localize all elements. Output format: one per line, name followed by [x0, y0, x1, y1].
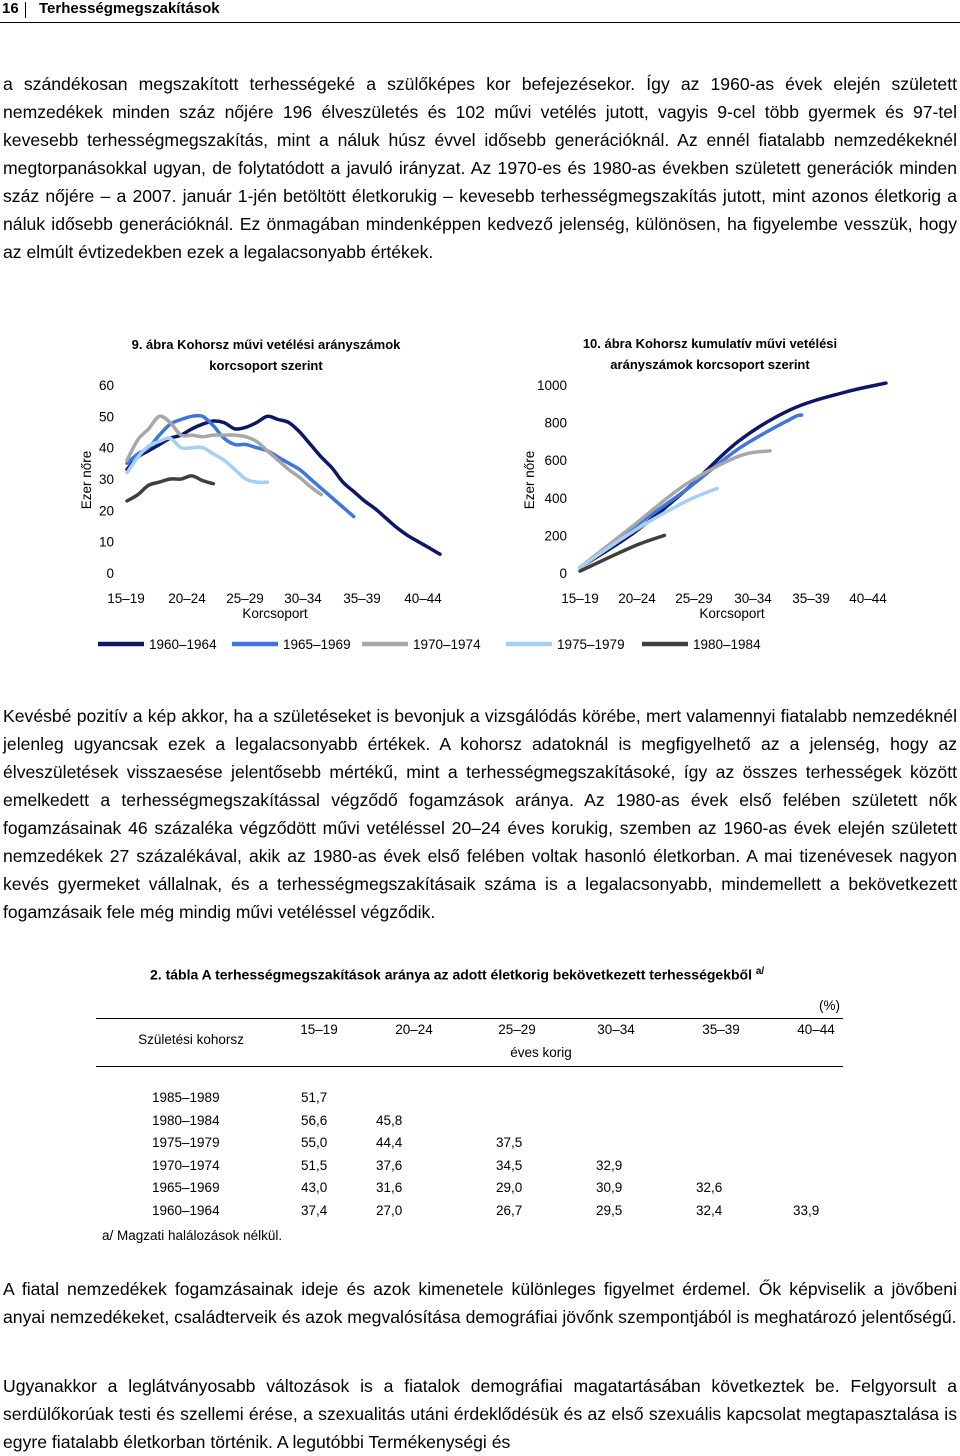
legend-item — [506, 637, 625, 652]
chart-10-x-tick-label: 25–29 — [675, 591, 713, 606]
chart-9-x-tick-label: 40–44 — [404, 591, 442, 606]
chart-9-series — [127, 416, 440, 555]
legend-label: 1980–1984 — [693, 637, 761, 652]
table-row-label: 1980–1984 — [152, 1112, 220, 1128]
legend-label: 1975–1979 — [557, 637, 625, 652]
chart-10-x-tick-label: 20–24 — [618, 591, 656, 606]
chart-9-x-tick-label: 25–29 — [226, 591, 264, 606]
page-number: 16 — [2, 0, 19, 17]
table-row-label: 1975–1979 — [152, 1135, 220, 1150]
chart-9-y-tick-label: 0 — [106, 566, 114, 581]
chart-9-x-tick-label: 30–34 — [284, 591, 322, 606]
table-title-text: 2. tábla A terhességmegszakítások aránya az adott életkorig bekövetkezett terhességekből — [150, 966, 752, 983]
chart-9-x-tick-label: 35–39 — [343, 591, 381, 606]
table-cell: 37,4 — [301, 1202, 328, 1218]
chart-10-y-tick-label: 0 — [559, 566, 567, 581]
table-col-header: 15–19 — [300, 1022, 338, 1037]
paragraph-1: a szándékosan megszakított terhességeké a szülőképes kor befejezésekor. Így az 1960-as évek elején született nemzedékek minden száz nőjére 196 élveszületés és 102 művi vetélés jutott, vagyis 9-cel több gyermek és 97-tel kevesebb terhességmegszakítás, mint a náluk húsz évvel idősebb generációknál. Az ennél fiatalabb nemzedékeknél megtorpanásokkal ugyan, de folytatódott a javuló irányzat. Az 1970-es és 1980-as években született generációk minden száz nőjére – a 2007. január 1-jén betöltött életkorukig – kevesebb terhességmegszakítás jutott, mint azonos életkorig a náluk idősebb generációknál. Ez önmagában mindenképpen kedvező jelenség, különösen, ha figyelembe vesszük, hogy az elmúlt évtizedekben ezek a legalacsonyabb értékek. — [3, 74, 957, 262]
chart-10-series — [580, 383, 886, 571]
table-cell: 32,9 — [596, 1157, 623, 1173]
chart-10-x-tick-label: 40–44 — [849, 591, 887, 606]
table-cell: 37,6 — [376, 1157, 403, 1173]
table-cell: 33,9 — [793, 1202, 820, 1218]
chart-9-series-line — [127, 476, 213, 501]
table-col-header: 25–29 — [498, 1022, 536, 1037]
chart-9-y-tick-label: 10 — [98, 534, 114, 550]
table-bottom-rule — [96, 1066, 843, 1067]
table-cell: 29,0 — [496, 1180, 523, 1195]
chart-9-xlabel: Korcsoport — [242, 606, 308, 621]
table-cell: 32,6 — [696, 1180, 723, 1195]
chart-9-ylabel: Ezer nőre — [79, 450, 94, 510]
chart-9-y-tick-label: 20 — [98, 503, 114, 519]
chart-10-x-tick-label: 35–39 — [792, 591, 830, 606]
table-title-footnote-mark: a/ — [755, 966, 765, 977]
chart-10-x-tick-label: 15–19 — [561, 591, 599, 606]
table-cell: 29,5 — [596, 1202, 623, 1218]
chart-10 — [522, 336, 887, 621]
legend-item — [232, 637, 351, 652]
chart-9-series-line — [127, 416, 354, 517]
table-cell: 51,5 — [301, 1157, 328, 1173]
table-col-header: 30–34 — [597, 1022, 635, 1037]
chart-9-series-line — [127, 416, 440, 554]
chart-9 — [79, 337, 442, 621]
paragraph-3: A fiatal nemzedékek fogamzásainak ideje és azok kimenetele különleges figyelmet érdemel. Ők képviselik a jövőbeni anyai nemzedékeket, családterveik és azok megvalósítása demográfiai jövőnk szempontjából is meghatározó jelentőségű. — [3, 1279, 957, 1327]
table-top-rule — [96, 1018, 843, 1019]
chart-10-y-tick-label: 1000 — [536, 378, 567, 393]
table-cell: 34,5 — [496, 1157, 523, 1173]
chart-9-title-line-1-text: 9. ábra Kohorsz művi vetélési arányszámok — [131, 337, 401, 352]
figures — [0, 0, 960, 670]
chart-9-x-tick-label: 15–19 — [107, 591, 145, 606]
table-cell: 56,6 — [301, 1112, 328, 1128]
table-col-header: 20–24 — [395, 1022, 433, 1037]
chart-10-x-ticks — [561, 591, 887, 606]
chart-10-series-line — [580, 383, 886, 567]
legend-item — [98, 637, 217, 652]
table-2 — [96, 966, 960, 1256]
table-cell: 44,4 — [376, 1135, 403, 1150]
chart-9-y-ticks — [99, 378, 114, 581]
table-cell: 51,7 — [301, 1090, 328, 1105]
chart-10-xlabel: Korcsoport — [699, 606, 765, 621]
table-note: a/ Magzati halálozások nélkül. — [102, 1228, 283, 1243]
chart-10-title-line-2-text: arányszámok korcsoport szerint — [610, 357, 810, 372]
chart-10-title-line-1-text: 10. ábra Kohorsz kumulatív művi vetélési — [582, 336, 838, 351]
table-cell: 26,7 — [496, 1202, 523, 1218]
chart-9-title-line-2-text: korcsoport szerint — [209, 358, 323, 373]
section-title: Terhességmegszakítások — [39, 0, 220, 17]
paragraph-4: Ugyanakkor a leglátványosabb változások is a fiatalok demográfiai magatartásában következtek be. Felgyorsult a serdülőkorúak testi és szellemi érése, a szexualitás utáni érdeklődésük és az első szexuális kapcsolat megtapasztalása is egyre fiatalabb életkorban történik. A legutóbbi Termékenységi és — [3, 1376, 957, 1452]
table-cell: 30,9 — [596, 1180, 623, 1195]
chart-9-x-ticks — [107, 591, 442, 606]
table-cell: 27,0 — [376, 1202, 403, 1218]
table-row-label: 1970–1974 — [152, 1157, 220, 1173]
chart-9-x-tick-label: 20–24 — [168, 591, 206, 606]
table-row-header: Születési kohorsz — [138, 1032, 244, 1047]
chart-9-y-tick-label: 30 — [98, 472, 114, 487]
chart-10-y-ticks — [537, 378, 567, 581]
legend-label: 1965–1969 — [283, 637, 351, 652]
chart-9-y-tick-label: 40 — [98, 440, 114, 456]
table-row-label: 1985–1989 — [152, 1090, 220, 1105]
table-col-header: 35–39 — [702, 1022, 740, 1037]
chart-9-y-tick-label: 60 — [98, 378, 114, 393]
chart-10-y-tick-label: 400 — [544, 490, 567, 506]
chart-10-y-tick-label: 800 — [544, 415, 567, 431]
table-cell: 55,0 — [301, 1135, 328, 1150]
chart-9-title-line-1 — [132, 337, 402, 373]
table-unit: (%) — [819, 998, 840, 1013]
table-cell: 31,6 — [376, 1180, 403, 1195]
chart-10-ylabel: Ezer nőre — [522, 450, 537, 510]
table-title — [150, 966, 764, 983]
chart-9-y-tick-label: 50 — [98, 409, 114, 425]
legend-label: 1960–1964 — [149, 637, 217, 652]
table-cell: 43,0 — [301, 1180, 328, 1195]
table-col-group: éves korig — [510, 1045, 572, 1060]
table-row-label: 1960–1964 — [152, 1202, 220, 1218]
table-row-label: 1965–1969 — [152, 1180, 220, 1195]
legend-item — [362, 637, 481, 652]
table-cell: 32,4 — [696, 1202, 723, 1218]
table-cell: 45,8 — [376, 1112, 403, 1128]
legend-item — [642, 637, 761, 652]
table-col-header: 40–44 — [797, 1022, 835, 1037]
chart-legend — [98, 637, 761, 652]
legend-label: 1970–1974 — [413, 637, 481, 652]
paragraph-2: Kevésbé pozitív a kép akkor, ha a születéseket is bevonjuk a vizsgálódás körébe, mert valamennyi fiatalabb nemzedéknél jelenleg ugyancsak ezek a legalacsonyabb értékek. A kohorsz adatoknál is megfigyelhető az a jelenség, hogy az élveszületések visszaesése jelentősebb mértékű, mint a terhességmegszakításoké, így az összes terhességek között emelkedett a terhességmegszakítással végződő fogamzások aránya. Az 1980-as évek első felében született nők fogamzásainak 46 százaléka végződött művi vetéléssel 20–24 éves korukig, szemben az 1960-as évek elején született nemzedékek 27 százalékával, akik az 1980-as évek első felében voltak hasonló életkorban. A mai tizenévesek nagyon kevés gyermeket vállalnak, és a terhességmegszakításaik száma is a legalacsonyabb, mindemellett a bekövetkezett fogamzásaik fele még mindig művi vetéléssel végződik. — [3, 706, 957, 922]
chart-10-y-tick-label: 200 — [544, 528, 567, 544]
chart-10-x-tick-label: 30–34 — [734, 591, 772, 606]
chart-10-title — [583, 336, 837, 372]
table-cell: 37,5 — [496, 1135, 523, 1150]
chart-10-y-tick-label: 600 — [544, 453, 567, 469]
